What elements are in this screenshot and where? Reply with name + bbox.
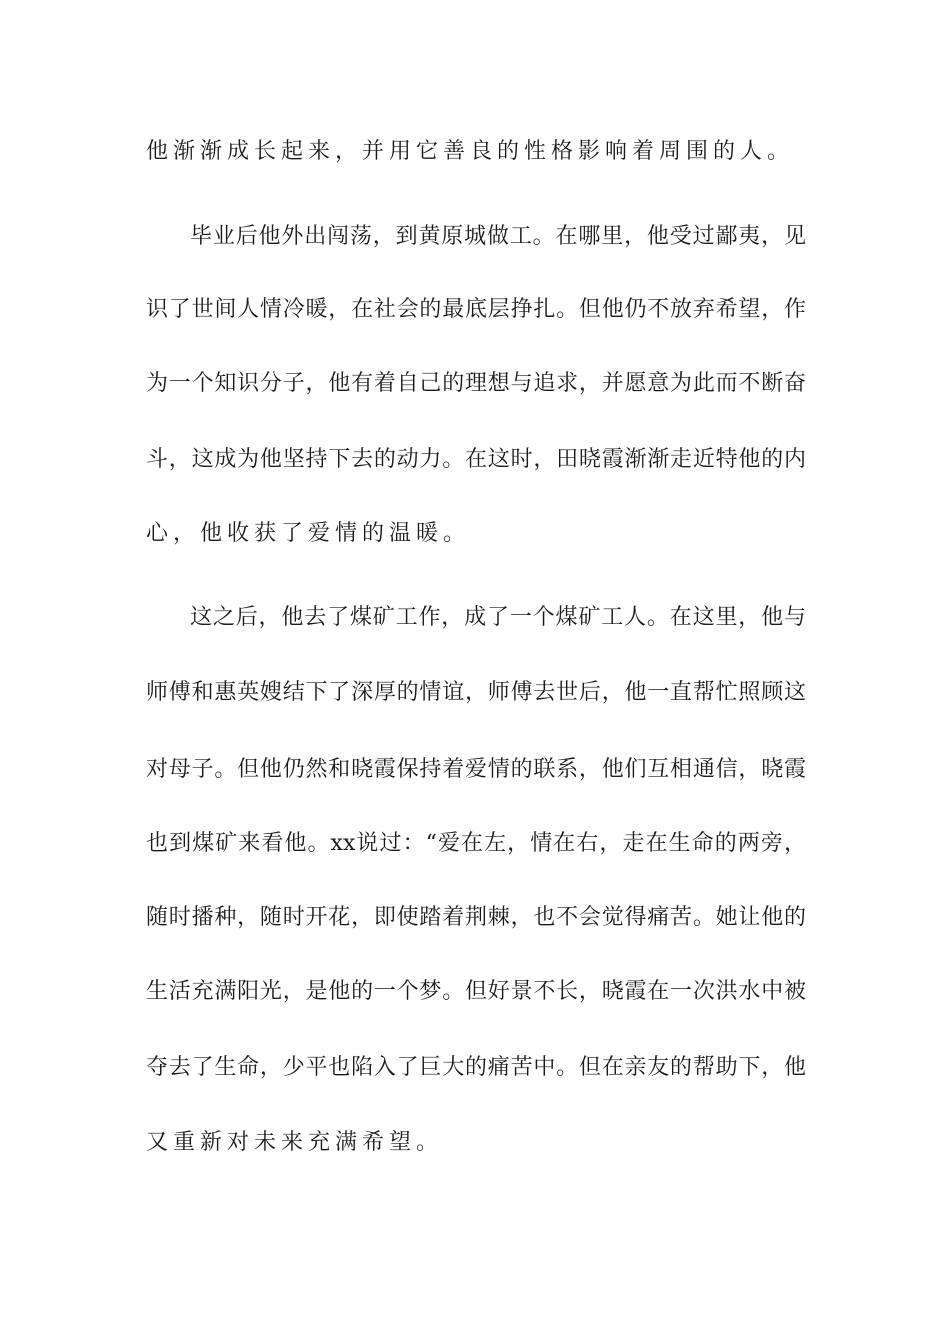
text-line: 心，他收获了爱情的温暖。 — [146, 521, 471, 546]
paragraph-first-line: 这之后，他去了煤矿工作，成了一个煤矿工人。在这里，他与 — [190, 605, 806, 630]
text-line: 他渐渐成长起来，并用它善良的性格影响着周围的人。 — [146, 139, 795, 164]
text-line: 师傅和惠英嫂结下了深厚的情谊，师傅去世后，他一直帮忙照顾这 — [146, 680, 806, 705]
text-line: 生活充满阳光，是他的一个梦。但好景不长，晓霞在一次洪水中被 — [146, 979, 806, 1004]
text-line: 为一个知识分子，他有着自己的理想与追求，并愿意为此而不断奋 — [146, 371, 806, 396]
text-line: 随时播种，随时开花，即使踏着荆棘，也不会觉得痛苦。她让他的 — [146, 905, 806, 930]
paragraph-first-line: 毕业后他外出闯荡，到黄原城做工。在哪里，他受过鄙夷，见 — [190, 224, 806, 249]
text-line: 也到煤矿来看他。xx说过：“爱在左，情在右，走在生命的两旁， — [146, 831, 806, 856]
text-line: 对母子。但他仍然和晓霞保持着爱情的联系，他们互相通信，晓霞 — [146, 757, 806, 782]
text-line: 斗，这成为他坚持下去的动力。在这时，田晓霞渐渐走近特他的内 — [146, 447, 806, 472]
text-line: 识了世间人情冷暖，在社会的最底层挣扎。但他仍不放弃希望，作 — [146, 297, 806, 322]
text-line: 又重新对未来充满希望。 — [146, 1130, 444, 1155]
text-line: 夺去了生命，少平也陷入了巨大的痛苦中。但在亲友的帮助下，他 — [146, 1055, 806, 1080]
